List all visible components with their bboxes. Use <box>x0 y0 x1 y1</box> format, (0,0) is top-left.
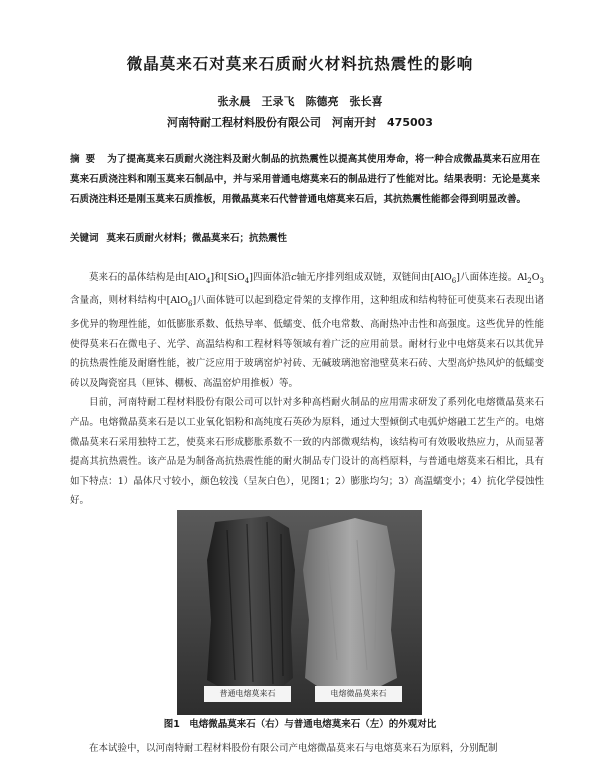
keywords-text: 莫来石质耐火材料；微晶莫来石；抗热震性 <box>106 233 288 244</box>
body-text-run: ]八面体连接。Al <box>456 272 528 283</box>
body-text-run: ]和[SiO <box>210 272 245 283</box>
body-paragraph-3: 在本试验中，以河南特耐工程材料股份有限公司产电熔微晶莫来石与电熔莫来石为原料，分别配制 <box>89 743 498 754</box>
body-text <box>70 268 544 511</box>
subscript: 3 <box>539 276 544 285</box>
body-text-run: O <box>531 272 540 283</box>
mullite-samples-photo <box>177 510 422 715</box>
paper-authors: 张永晨 王录飞 陈德亮 张长喜 <box>217 95 383 108</box>
paper-affiliation: 河南特耐工程材料股份有限公司 河南开封 475003 <box>167 116 433 129</box>
axis-symbol: c <box>291 272 297 283</box>
body-text-run: 含量高，则材料结构中[AlO <box>70 295 189 307</box>
figure-label-microcrystalline: 电熔微晶莫来石 <box>315 686 402 702</box>
body-text-run: ]八面体链可以起到稳定骨架的支撑作用，这种组成和结构特征可使莫来石表现出诸多优异的物理性能，如低膨胀系数、低热导率、低蠕变、低介电常数、高耐热冲击性和高强度。这些优异的性能使得莫来石在微电子、光学、高温结构和工程材料等领域有着广泛的应用前景。耐材行业中电熔莫来石以其优异的抗热震性能及耐磨性能，被广泛应用于玻璃窑炉衬砖、无碱玻璃池窑池壁莫来石砖、大型高炉热风炉的低蠕变砖以及陶瓷窑具（匣钵、棚板、高温窑炉用推板）等。 <box>70 295 544 389</box>
figure-1-caption: 图1 电熔微晶莫来石（右）与普通电熔莫来石（左）的外观对比 <box>163 719 437 730</box>
subscript: 4 <box>244 276 250 285</box>
subscript: 6 <box>451 276 457 285</box>
body-paragraph-2: 目前，河南特耐工程材料股份有限公司可以针对多种高档耐火制品的应用需求研发了系列化电熔微晶莫来石产品。电熔微晶莫来石是以工业氧化铝粉和高纯度石英砂为原料，通过大型倾倒式电弧炉熔融工艺生产的。电熔微晶莫来石采用独特工艺，使莫来石形成膨胀系数不一致的内部微观结构，该结构可有效吸收热应力，从而显著提高其抗热震性。该产品是为制备高抗热震性能的耐火制品专门设计的高档原料，与普通电熔莫来石相比，具有如下特点：1）晶体尺寸较小，颜色较浅（呈灰白色），见图1；2）膨胀均匀；3）高温蠕变小；4）抗化学侵蚀性好。 <box>70 397 544 507</box>
subscript: 6 <box>188 300 193 309</box>
subscript: 4 <box>205 276 211 285</box>
keywords <box>70 232 540 246</box>
abstract-text: 为了提高莫来石质耐火浇注料及耐火制品的抗热震性以提高其使用寿命，将一种合成微晶莫来石应用在莫来石质浇注料和刚玉莫来石制品中，并与采用普通电熔莫来石的制品进行了性能对比。结果表明：无论是莫来石质浇注料还是刚玉莫来石质推板，用微晶莫来石代替普通电熔莫来石后，其抗热震性能都会得到明显改善。 <box>70 154 540 205</box>
body-text-run: ]四面体沿 <box>249 272 292 283</box>
body-text-run: 轴无序排列组成双链，双链间由[AlO <box>296 272 452 283</box>
figure-label-ordinary: 普通电熔莫来石 <box>204 686 291 702</box>
body-text-run: 莫来石的晶体结构是由[AlO <box>89 272 206 283</box>
abstract <box>70 150 540 210</box>
figure-1-photo <box>177 510 422 715</box>
abstract-label: 摘要 <box>70 154 102 165</box>
keywords-label: 关键词 <box>70 233 99 244</box>
body-paragraph-1 <box>70 268 544 393</box>
paper-title: 微晶莫来石对莫来石质耐火材料抗热震性的影响 <box>126 55 474 73</box>
subscript: 2 <box>527 276 532 285</box>
microcrystalline-mullite-sample <box>303 518 397 690</box>
